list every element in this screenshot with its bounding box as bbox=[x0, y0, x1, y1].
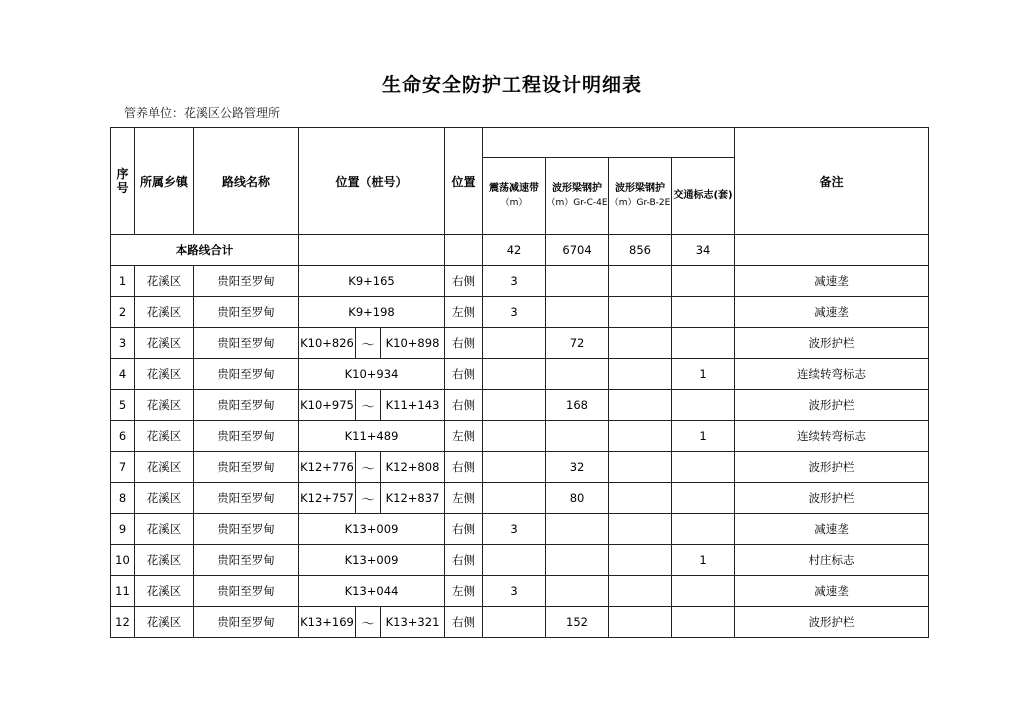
cell-seq: 4 bbox=[111, 359, 135, 390]
cell-sign bbox=[672, 576, 735, 607]
cell-remark: 减速垄 bbox=[735, 266, 929, 297]
cell-guard-b bbox=[609, 421, 672, 452]
header-guardrail-b-spec: （m）Gr-B-2E bbox=[609, 198, 671, 208]
cell-side: 右侧 bbox=[445, 359, 483, 390]
cell-guard-c bbox=[546, 421, 609, 452]
cell-rumble bbox=[483, 483, 546, 514]
cell-stake: K9+198 bbox=[299, 297, 445, 328]
cell-town: 花溪区 bbox=[135, 545, 194, 576]
cell-seq: 9 bbox=[111, 514, 135, 545]
header-traffic-sign: 交通标志(套) bbox=[672, 158, 735, 235]
cell-stake-to: K11+143 bbox=[381, 390, 445, 421]
table-row bbox=[111, 483, 929, 514]
cell-rumble: 3 bbox=[483, 266, 546, 297]
table-row bbox=[111, 607, 929, 638]
header-guardrail-c-spec: （m）Gr-C-4E bbox=[546, 198, 608, 208]
cell-town: 花溪区 bbox=[135, 607, 194, 638]
page-title: 生命安全防护工程设计明细表 bbox=[381, 74, 642, 96]
total-rumble: 42 bbox=[483, 235, 546, 266]
cell-seq: 8 bbox=[111, 483, 135, 514]
cell-rumble: 3 bbox=[483, 297, 546, 328]
cell-town: 花溪区 bbox=[135, 483, 194, 514]
cell-rumble bbox=[483, 390, 546, 421]
cell-town: 花溪区 bbox=[135, 452, 194, 483]
cell-sign bbox=[672, 266, 735, 297]
cell-guard-b bbox=[609, 328, 672, 359]
header-route: 路线名称 bbox=[194, 128, 299, 235]
cell-side: 右侧 bbox=[445, 266, 483, 297]
cell-rumble bbox=[483, 421, 546, 452]
cell-remark: 村庄标志 bbox=[735, 545, 929, 576]
cell-guard-b bbox=[609, 297, 672, 328]
cell-sign bbox=[672, 297, 735, 328]
cell-guard-c: 152 bbox=[546, 607, 609, 638]
cell-route: 贵阳至罗甸 bbox=[194, 359, 299, 390]
cell-guard-b bbox=[609, 607, 672, 638]
cell-town: 花溪区 bbox=[135, 514, 194, 545]
cell-side: 左侧 bbox=[445, 297, 483, 328]
cell-remark: 减速垄 bbox=[735, 514, 929, 545]
cell-stake-tilde: ～ bbox=[356, 390, 381, 421]
header-position: 位置 bbox=[445, 128, 483, 235]
table-row bbox=[111, 266, 929, 297]
cell-town: 花溪区 bbox=[135, 359, 194, 390]
cell-stake-from: K10+826 bbox=[299, 328, 356, 359]
total-position-blank bbox=[445, 235, 483, 266]
cell-rumble bbox=[483, 607, 546, 638]
cell-rumble: 3 bbox=[483, 514, 546, 545]
management-unit-label: 管养单位：花溪区公路管理所 bbox=[124, 106, 281, 120]
header-rumble-strip bbox=[483, 158, 546, 235]
cell-sign bbox=[672, 514, 735, 545]
cell-sign bbox=[672, 328, 735, 359]
cell-remark: 波形护栏 bbox=[735, 328, 929, 359]
cell-guard-b bbox=[609, 576, 672, 607]
detail-table bbox=[110, 127, 929, 638]
cell-remark: 波形护栏 bbox=[735, 452, 929, 483]
cell-guard-c bbox=[546, 514, 609, 545]
cell-route: 贵阳至罗甸 bbox=[194, 576, 299, 607]
cell-guard-c bbox=[546, 266, 609, 297]
cell-stake: K13+009 bbox=[299, 545, 445, 576]
cell-seq: 11 bbox=[111, 576, 135, 607]
cell-sign: 1 bbox=[672, 421, 735, 452]
cell-side: 右侧 bbox=[445, 514, 483, 545]
cell-remark: 减速垄 bbox=[735, 576, 929, 607]
cell-sign: 1 bbox=[672, 359, 735, 390]
header-guardrail-b-label: 波形梁钢护 bbox=[615, 183, 666, 194]
cell-guard-c: 72 bbox=[546, 328, 609, 359]
cell-seq: 3 bbox=[111, 328, 135, 359]
table-row bbox=[111, 359, 929, 390]
cell-stake-to: K12+808 bbox=[381, 452, 445, 483]
table-row bbox=[111, 514, 929, 545]
cell-guard-b bbox=[609, 483, 672, 514]
cell-side: 左侧 bbox=[445, 576, 483, 607]
cell-stake-from: K12+757 bbox=[299, 483, 356, 514]
header-rumble-strip-label: 震荡减速带 bbox=[489, 183, 540, 194]
cell-sign: 1 bbox=[672, 545, 735, 576]
cell-seq: 1 bbox=[111, 266, 135, 297]
cell-stake: K11+489 bbox=[299, 421, 445, 452]
cell-stake-to: K13+321 bbox=[381, 607, 445, 638]
total-sign: 34 bbox=[672, 235, 735, 266]
cell-seq: 7 bbox=[111, 452, 135, 483]
cell-side: 左侧 bbox=[445, 483, 483, 514]
cell-remark: 连续转弯标志 bbox=[735, 421, 929, 452]
cell-stake-tilde: ～ bbox=[356, 483, 381, 514]
cell-guard-c: 80 bbox=[546, 483, 609, 514]
cell-side: 左侧 bbox=[445, 421, 483, 452]
cell-rumble: 3 bbox=[483, 576, 546, 607]
cell-town: 花溪区 bbox=[135, 328, 194, 359]
cell-guard-c bbox=[546, 545, 609, 576]
table-row bbox=[111, 576, 929, 607]
header-location-stake: 位置（桩号） bbox=[299, 128, 445, 235]
cell-guard-b bbox=[609, 452, 672, 483]
cell-stake-to: K12+837 bbox=[381, 483, 445, 514]
cell-stake-from: K12+776 bbox=[299, 452, 356, 483]
cell-seq: 10 bbox=[111, 545, 135, 576]
table-row bbox=[111, 452, 929, 483]
cell-side: 右侧 bbox=[445, 545, 483, 576]
total-remark-blank bbox=[735, 235, 929, 266]
cell-route: 贵阳至罗甸 bbox=[194, 390, 299, 421]
table-row bbox=[111, 390, 929, 421]
header-guardrail-b bbox=[609, 158, 672, 235]
total-row bbox=[111, 235, 929, 266]
cell-seq: 6 bbox=[111, 421, 135, 452]
cell-town: 花溪区 bbox=[135, 576, 194, 607]
cell-stake: K9+165 bbox=[299, 266, 445, 297]
cell-sign bbox=[672, 452, 735, 483]
cell-town: 花溪区 bbox=[135, 297, 194, 328]
cell-rumble bbox=[483, 452, 546, 483]
cell-seq: 12 bbox=[111, 607, 135, 638]
header-town: 所属乡镇 bbox=[135, 128, 194, 235]
cell-stake-tilde: ～ bbox=[356, 607, 381, 638]
cell-remark: 波形护栏 bbox=[735, 607, 929, 638]
table-row bbox=[111, 297, 929, 328]
cell-guard-b bbox=[609, 390, 672, 421]
cell-seq: 5 bbox=[111, 390, 135, 421]
header-seq: 序号 bbox=[111, 128, 135, 235]
cell-sign bbox=[672, 607, 735, 638]
total-guard-c: 6704 bbox=[546, 235, 609, 266]
cell-rumble bbox=[483, 328, 546, 359]
cell-stake-to: K10+898 bbox=[381, 328, 445, 359]
cell-guard-b bbox=[609, 514, 672, 545]
cell-side: 右侧 bbox=[445, 452, 483, 483]
cell-route: 贵阳至罗甸 bbox=[194, 483, 299, 514]
cell-stake-from: K13+169 bbox=[299, 607, 356, 638]
cell-guard-c: 32 bbox=[546, 452, 609, 483]
cell-remark: 减速垄 bbox=[735, 297, 929, 328]
cell-route: 贵阳至罗甸 bbox=[194, 607, 299, 638]
cell-remark: 连续转弯标志 bbox=[735, 359, 929, 390]
cell-side: 右侧 bbox=[445, 328, 483, 359]
table-row bbox=[111, 545, 929, 576]
header-remark: 备注 bbox=[735, 128, 929, 235]
cell-seq: 2 bbox=[111, 297, 135, 328]
cell-guard-b bbox=[609, 266, 672, 297]
total-stake-blank bbox=[299, 235, 445, 266]
cell-rumble bbox=[483, 359, 546, 390]
cell-sign bbox=[672, 390, 735, 421]
header-guardrail-c-label: 波形梁钢护 bbox=[552, 183, 603, 194]
header-group-blank bbox=[483, 128, 735, 158]
cell-guard-c bbox=[546, 297, 609, 328]
cell-route: 贵阳至罗甸 bbox=[194, 421, 299, 452]
header-guardrail-c bbox=[546, 158, 609, 235]
total-label: 本路线合计 bbox=[111, 235, 299, 266]
cell-route: 贵阳至罗甸 bbox=[194, 452, 299, 483]
cell-guard-b bbox=[609, 359, 672, 390]
cell-guard-c: 168 bbox=[546, 390, 609, 421]
header-rumble-strip-unit: （m） bbox=[500, 198, 528, 208]
cell-route: 贵阳至罗甸 bbox=[194, 514, 299, 545]
cell-town: 花溪区 bbox=[135, 421, 194, 452]
total-guard-b: 856 bbox=[609, 235, 672, 266]
cell-route: 贵阳至罗甸 bbox=[194, 266, 299, 297]
cell-remark: 波形护栏 bbox=[735, 483, 929, 514]
cell-stake-from: K10+975 bbox=[299, 390, 356, 421]
cell-stake: K10+934 bbox=[299, 359, 445, 390]
cell-guard-c bbox=[546, 359, 609, 390]
cell-stake-tilde: ～ bbox=[356, 452, 381, 483]
cell-rumble bbox=[483, 545, 546, 576]
cell-stake: K13+044 bbox=[299, 576, 445, 607]
cell-side: 右侧 bbox=[445, 607, 483, 638]
cell-guard-c bbox=[546, 576, 609, 607]
table-row bbox=[111, 421, 929, 452]
cell-route: 贵阳至罗甸 bbox=[194, 297, 299, 328]
cell-remark: 波形护栏 bbox=[735, 390, 929, 421]
cell-guard-b bbox=[609, 545, 672, 576]
cell-stake-tilde: ～ bbox=[356, 328, 381, 359]
cell-stake: K13+009 bbox=[299, 514, 445, 545]
cell-town: 花溪区 bbox=[135, 390, 194, 421]
table-row bbox=[111, 328, 929, 359]
cell-sign bbox=[672, 483, 735, 514]
cell-town: 花溪区 bbox=[135, 266, 194, 297]
cell-route: 贵阳至罗甸 bbox=[194, 328, 299, 359]
cell-route: 贵阳至罗甸 bbox=[194, 545, 299, 576]
cell-side: 右侧 bbox=[445, 390, 483, 421]
